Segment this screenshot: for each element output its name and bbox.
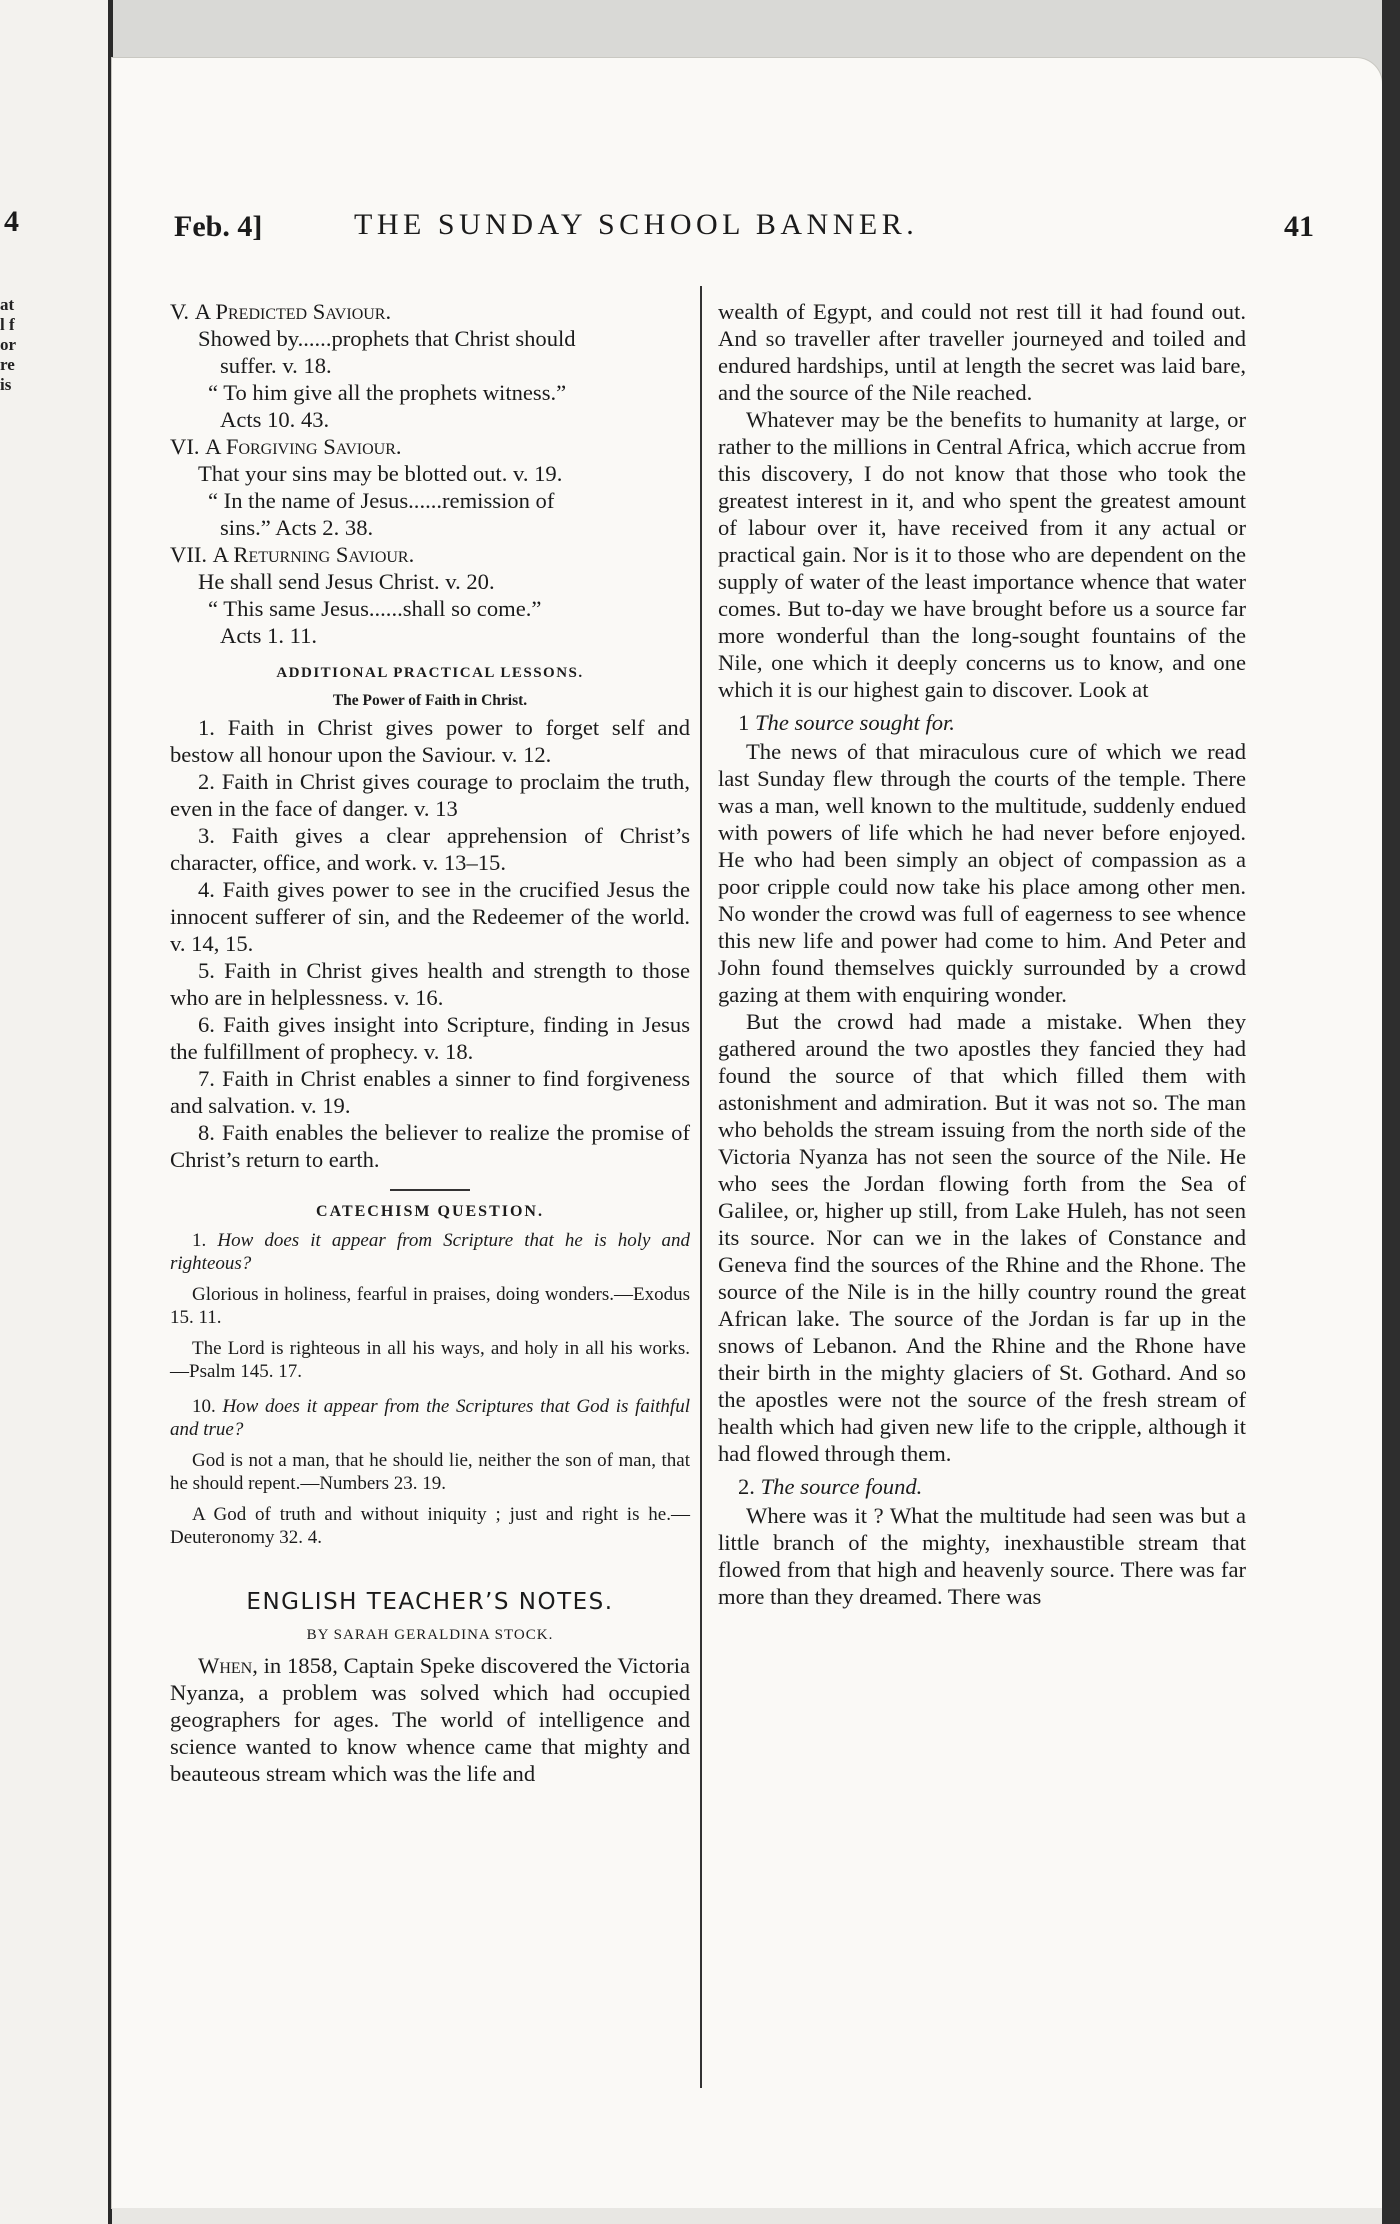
adjacent-page-edge — [0, 0, 113, 2224]
outline-line: Acts 10. 43. — [220, 407, 330, 432]
outline-line: sins.” Acts 2. 38. — [220, 515, 374, 540]
outline-line: That your sins may be blotted out. v. 19. — [198, 461, 563, 486]
header-date: Feb. 4] — [174, 210, 263, 243]
catechism-answer: Glorious in holiness, fearful in praises, doing wonders.—Exodus 15. 11. — [170, 1284, 690, 1328]
edge-fragment: or — [0, 335, 16, 354]
lessons-heading: ADDITIONAL PRACTICAL LESSONS. — [276, 665, 584, 681]
outline-line: He shall send Jesus Christ. v. 20. — [198, 569, 495, 594]
lesson-item: 6. Faith gives insight into Scripture, finding in Jesus the fulfillment of prophecy. v. 18. — [170, 1012, 690, 1064]
lessons-list — [170, 714, 690, 1173]
lesson-item: 1. Faith in Christ gives power to forget self and bestow all honour upon the Saviour. v. 12. — [170, 715, 690, 767]
outline-heading: VI. A Forgiving Saviour. — [170, 434, 402, 459]
page-number: 41 — [1284, 210, 1314, 243]
outline-section — [170, 433, 690, 541]
document-page — [112, 58, 1382, 2208]
catechism-answer: God is not a man, that he should lie, neither the son of man, that he should repent.—Numbers 23. 19. — [170, 1450, 690, 1494]
edge-fragment: re — [0, 355, 15, 374]
body-paragraph: The news of that miraculous cure of which we read last Sunday flew through the courts of the temple. There was a man, well known to the multitude, suddenly endued with powers of life which he had never before enjoyed. He who had been simply an object of compassion as a poor cripple could now take his place among other men. No wonder the crowd was full of eagerness to see whence this new life and power had come to him. And Peter and John found themselves quickly surrounded by a crowd gazing at them with enquiring wonder. — [718, 739, 1246, 1007]
scan-right-edge — [1382, 0, 1400, 2224]
body-paragraph: wealth of Egypt, and could not rest till it had found out. And so traveller after traveller journeyed and toiled and endured hardships, until at length the secret was laid bare, and the source of the Nile reached. — [718, 299, 1246, 405]
outline-line: Showed by......prophets that Christ should — [198, 326, 576, 351]
body-paragraph: Where was it ? What the multitude had seen was but a little branch of the mighty, inexhaustible stream that flowed from that high and heavenly source. There was far more than they dreamed. There was — [718, 1503, 1246, 1609]
lessons-subheading: The Power of Faith in Christ. — [332, 692, 528, 709]
lesson-outline — [170, 298, 690, 649]
subsection-heading: 2. The source found. — [738, 1474, 923, 1499]
left-column — [170, 298, 690, 1787]
outline-heading: VII. A Returning Saviour. — [170, 542, 415, 567]
adjacent-page-number: 4 — [4, 205, 19, 238]
outline-section — [170, 541, 690, 649]
edge-fragment: is — [0, 375, 12, 394]
body-paragraph: Whatever may be the benefits to humanity at large, or rather to the millions in Central Africa, which accrue from this discovery, I do not know that those who took the greatest interest in it, and who spent the greatest amount of labour over it, have received from it any actual or practical gain. Nor is it to those who are dependent on the supply of water of the least importance whence that water comes. But to-day we have brought before us a source far more wonderful than the long-sought fountains of the Nile, one which it deeply concerns us to know, and one which it is our highest gain to discover. Look at — [718, 407, 1246, 702]
lesson-item: 8. Faith enables the believer to realize the promise of Christ’s return to earth. — [170, 1120, 690, 1172]
running-header — [174, 208, 1342, 252]
outline-section — [170, 298, 690, 433]
outline-heading: V. A Predicted Saviour. — [170, 299, 392, 324]
notes-heading: ENGLISH TEACHER’S NOTES. — [246, 1589, 614, 1615]
adjacent-page-text-fragments — [0, 295, 24, 395]
catechism-question: 1. How does it appear from Scripture that he is holy and righteous? — [170, 1230, 691, 1274]
notes-byline: BY SARAH GERALDINA STOCK. — [306, 1627, 554, 1643]
notes-intro-paragraph: When, in 1858, Captain Speke discovered the Victoria Nyanza, a problem was solved which had occupied geographers for ages. The world of intelligence and science wanted to know whence came that mighty and beauteous stream which was the life and — [170, 1653, 690, 1786]
lesson-item: 2. Faith in Christ gives courage to proclaim the truth, even in the face of danger. v. 13 — [170, 769, 690, 821]
catechism-answer: The Lord is righteous in all his ways, and holy in all his works.—Psalm 145. 17. — [170, 1338, 690, 1382]
catechism-answer: A God of truth and without iniquity ; just and right is he.—Deuteronomy 32. 4. — [170, 1504, 690, 1548]
subsection-heading: 1 The source sought for. — [738, 710, 955, 735]
outline-quote: “ To him give all the prophets witness.” — [208, 380, 567, 405]
edge-fragment: l f — [0, 315, 15, 334]
scan-bottom-edge — [112, 2208, 1400, 2224]
lesson-item: 7. Faith in Christ enables a sinner to find forgiveness and salvation. v. 19. — [170, 1066, 690, 1118]
column-divider — [700, 286, 702, 2088]
catechism-heading: CATECHISM QUESTION. — [316, 1203, 544, 1220]
outline-quote: “ In the name of Jesus......remission of — [208, 488, 555, 513]
lesson-item: 5. Faith in Christ gives health and strength to those who are in helplessness. v. 16. — [170, 958, 690, 1010]
edge-fragment: at — [0, 295, 15, 314]
body-paragraph: But the crowd had made a mistake. When they gathered around the two apostles they fancied they had found the source of that which filled them with astonishment and admiration. But it was not so. The man who beholds the stream issuing from the north side of the Victoria Nyanza has not seen the source of the Nile. He who sees the Jordan flowing forth from the Sea of Galilee, or, higher up still, from Lake Huleh, has not seen its source. Nor can we in the lakes of Constance and Geneva find the sources of the Rhine and the Rhone. The source of the Nile is in the hilly country round the great African lake. The source of the Jordan is far up in the snows of Lebanon. And the Rhine and the Rhone have their birth in the mighty glaciers of St. Gothard. And so the apostles were not the source of the fresh stream of health which had given new life to the cripple, although it had flowed through them. — [718, 1009, 1246, 1466]
section-rule — [390, 1189, 470, 1191]
outline-line: Acts 1. 11. — [220, 623, 318, 648]
lesson-item: 3. Faith gives a clear apprehension of Christ’s character, office, and work. v. 13–15. — [170, 823, 690, 875]
right-column — [718, 298, 1246, 1610]
outline-line: suffer. v. 18. — [220, 353, 332, 378]
outline-quote: “ This same Jesus......shall so come.” — [208, 596, 542, 621]
catechism-question: 10. How does it appear from the Scriptures that God is faithful and true? — [170, 1396, 690, 1440]
lesson-item: 4. Faith gives power to see in the crucified Jesus the innocent sufferer of sin, and the Redeemer of the world. v. 14, 15. — [170, 877, 690, 956]
header-title: THE SUNDAY SCHOOL BANNER. — [354, 208, 919, 241]
